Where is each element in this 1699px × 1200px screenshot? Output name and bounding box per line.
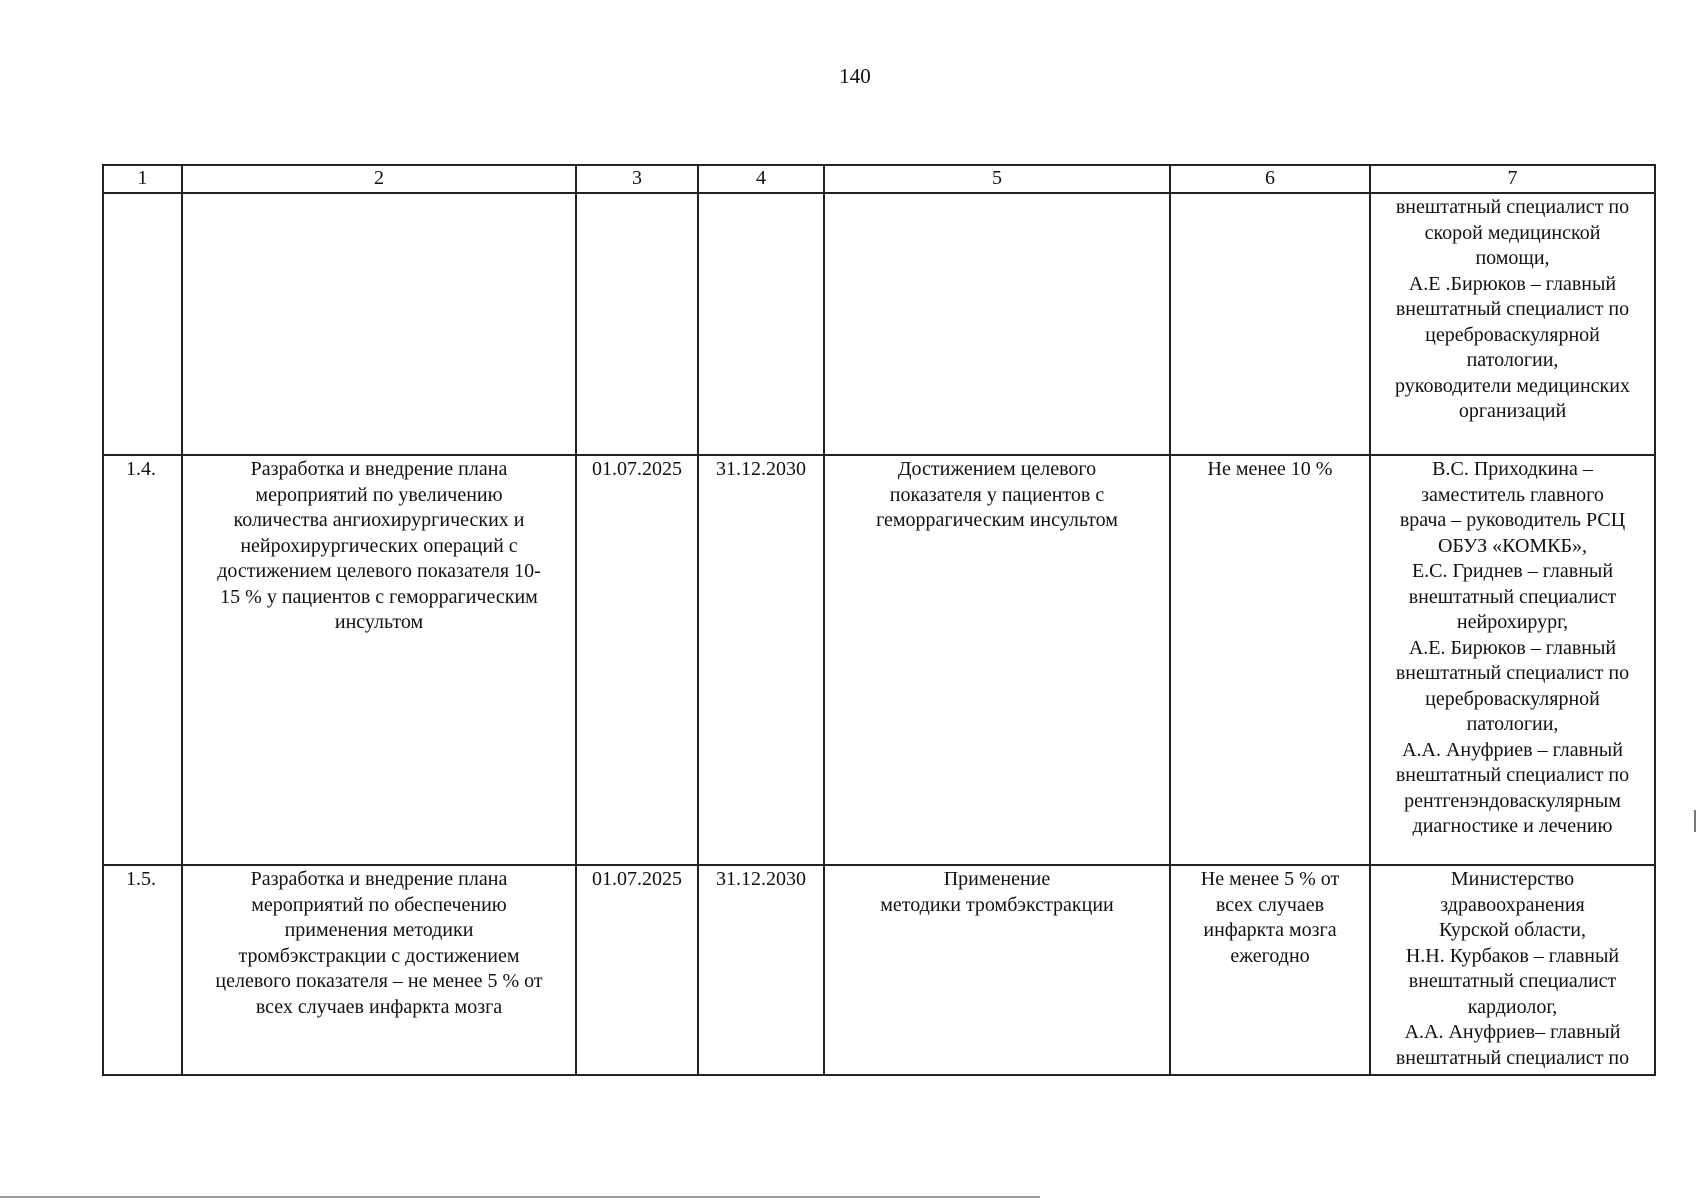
result-cell bbox=[824, 865, 1170, 1075]
cell-text: Не менее 5 % от всех случаев инфаркта мозга ежегодно bbox=[1200, 868, 1340, 967]
page-bottom-rule bbox=[0, 1196, 1040, 1198]
cell-text: Разработка и внедрение плана мероприятий по увеличению количества ангиохирургических и нейрохирургических операций с достижением целевого показателя 10- 15 % у пациентов с геморрагическим инсультом bbox=[217, 458, 541, 633]
column-header: 4 bbox=[698, 165, 824, 193]
measure-cell bbox=[182, 455, 576, 865]
measure-cell bbox=[182, 193, 576, 455]
cell-text: 01.07.2025 bbox=[592, 868, 682, 890]
cell-text: 31.12.2030 bbox=[716, 458, 806, 480]
end-date-cell bbox=[698, 455, 824, 865]
item-number-cell bbox=[103, 455, 182, 865]
scan-artifact bbox=[1694, 810, 1696, 832]
column-header: 6 bbox=[1170, 165, 1370, 193]
table-row bbox=[103, 455, 1655, 865]
cell-text: 31.12.2030 bbox=[716, 868, 806, 890]
result-cell bbox=[824, 455, 1170, 865]
page-number: 140 bbox=[839, 64, 871, 88]
cell-text: Не менее 10 % bbox=[1207, 458, 1333, 480]
table-row bbox=[103, 193, 1655, 455]
indicator-cell bbox=[1170, 455, 1370, 865]
table-row bbox=[103, 865, 1655, 1075]
end-date-cell bbox=[698, 193, 824, 455]
cell-text: Достижением целевого показателя у пациентов с геморрагическим инсультом bbox=[876, 458, 1118, 531]
column-header: 5 bbox=[824, 165, 1170, 193]
cell-text: 1.5. bbox=[126, 868, 156, 890]
table-header-row bbox=[103, 165, 1655, 193]
cell-text: 1.4. bbox=[126, 458, 156, 480]
cell-text: Министерство здравоохранения Курской области, Н.Н. Курбаков – главный внештатный специалист кардиолог, А.А. Ануфриев– главный внештатный специалист по bbox=[1395, 868, 1630, 1069]
start-date-cell bbox=[576, 865, 698, 1075]
column-header: 7 bbox=[1370, 165, 1655, 193]
measures-table bbox=[102, 164, 1656, 1076]
cell-text: внештатный специалист по скорой медицинской помощи, А.Е .Бирюков – главный внештатный специалист по цереброваскулярной патологии, руководители медицинских организаций bbox=[1395, 196, 1630, 422]
item-number-cell bbox=[103, 865, 182, 1075]
cell-text: Разработка и внедрение плана мероприятий по обеспечению применения методики тромбэкстракции с достижением целевого показателя – не менее 5 % от всех случаев инфаркта мозга bbox=[215, 868, 543, 1018]
start-date-cell bbox=[576, 193, 698, 455]
measure-cell bbox=[182, 865, 576, 1075]
end-date-cell bbox=[698, 865, 824, 1075]
column-header: 3 bbox=[576, 165, 698, 193]
column-header: 2 bbox=[182, 165, 576, 193]
responsible-cell bbox=[1370, 865, 1655, 1075]
item-number-cell bbox=[103, 193, 182, 455]
column-header: 1 bbox=[103, 165, 182, 193]
cell-text: В.С. Приходкина – заместитель главного врача – руководитель РСЦ ОБУЗ «КОМКБ», Е.С. Гриднев – главный внештатный специалист нейрохирург, А.Е. Бирюков – главный внештатный специалист по цереброваскулярной патологии, А.А. Ануфриев – главный внештатный специалист по рентгенэндоваскулярным диагностике и лечению bbox=[1395, 458, 1630, 837]
responsible-cell bbox=[1370, 455, 1655, 865]
cell-text: 01.07.2025 bbox=[592, 458, 682, 480]
indicator-cell bbox=[1170, 865, 1370, 1075]
indicator-cell bbox=[1170, 193, 1370, 455]
cell-text: Применение методики тромбэкстракции bbox=[880, 868, 1114, 916]
responsible-cell bbox=[1370, 193, 1655, 455]
start-date-cell bbox=[576, 455, 698, 865]
result-cell bbox=[824, 193, 1170, 455]
